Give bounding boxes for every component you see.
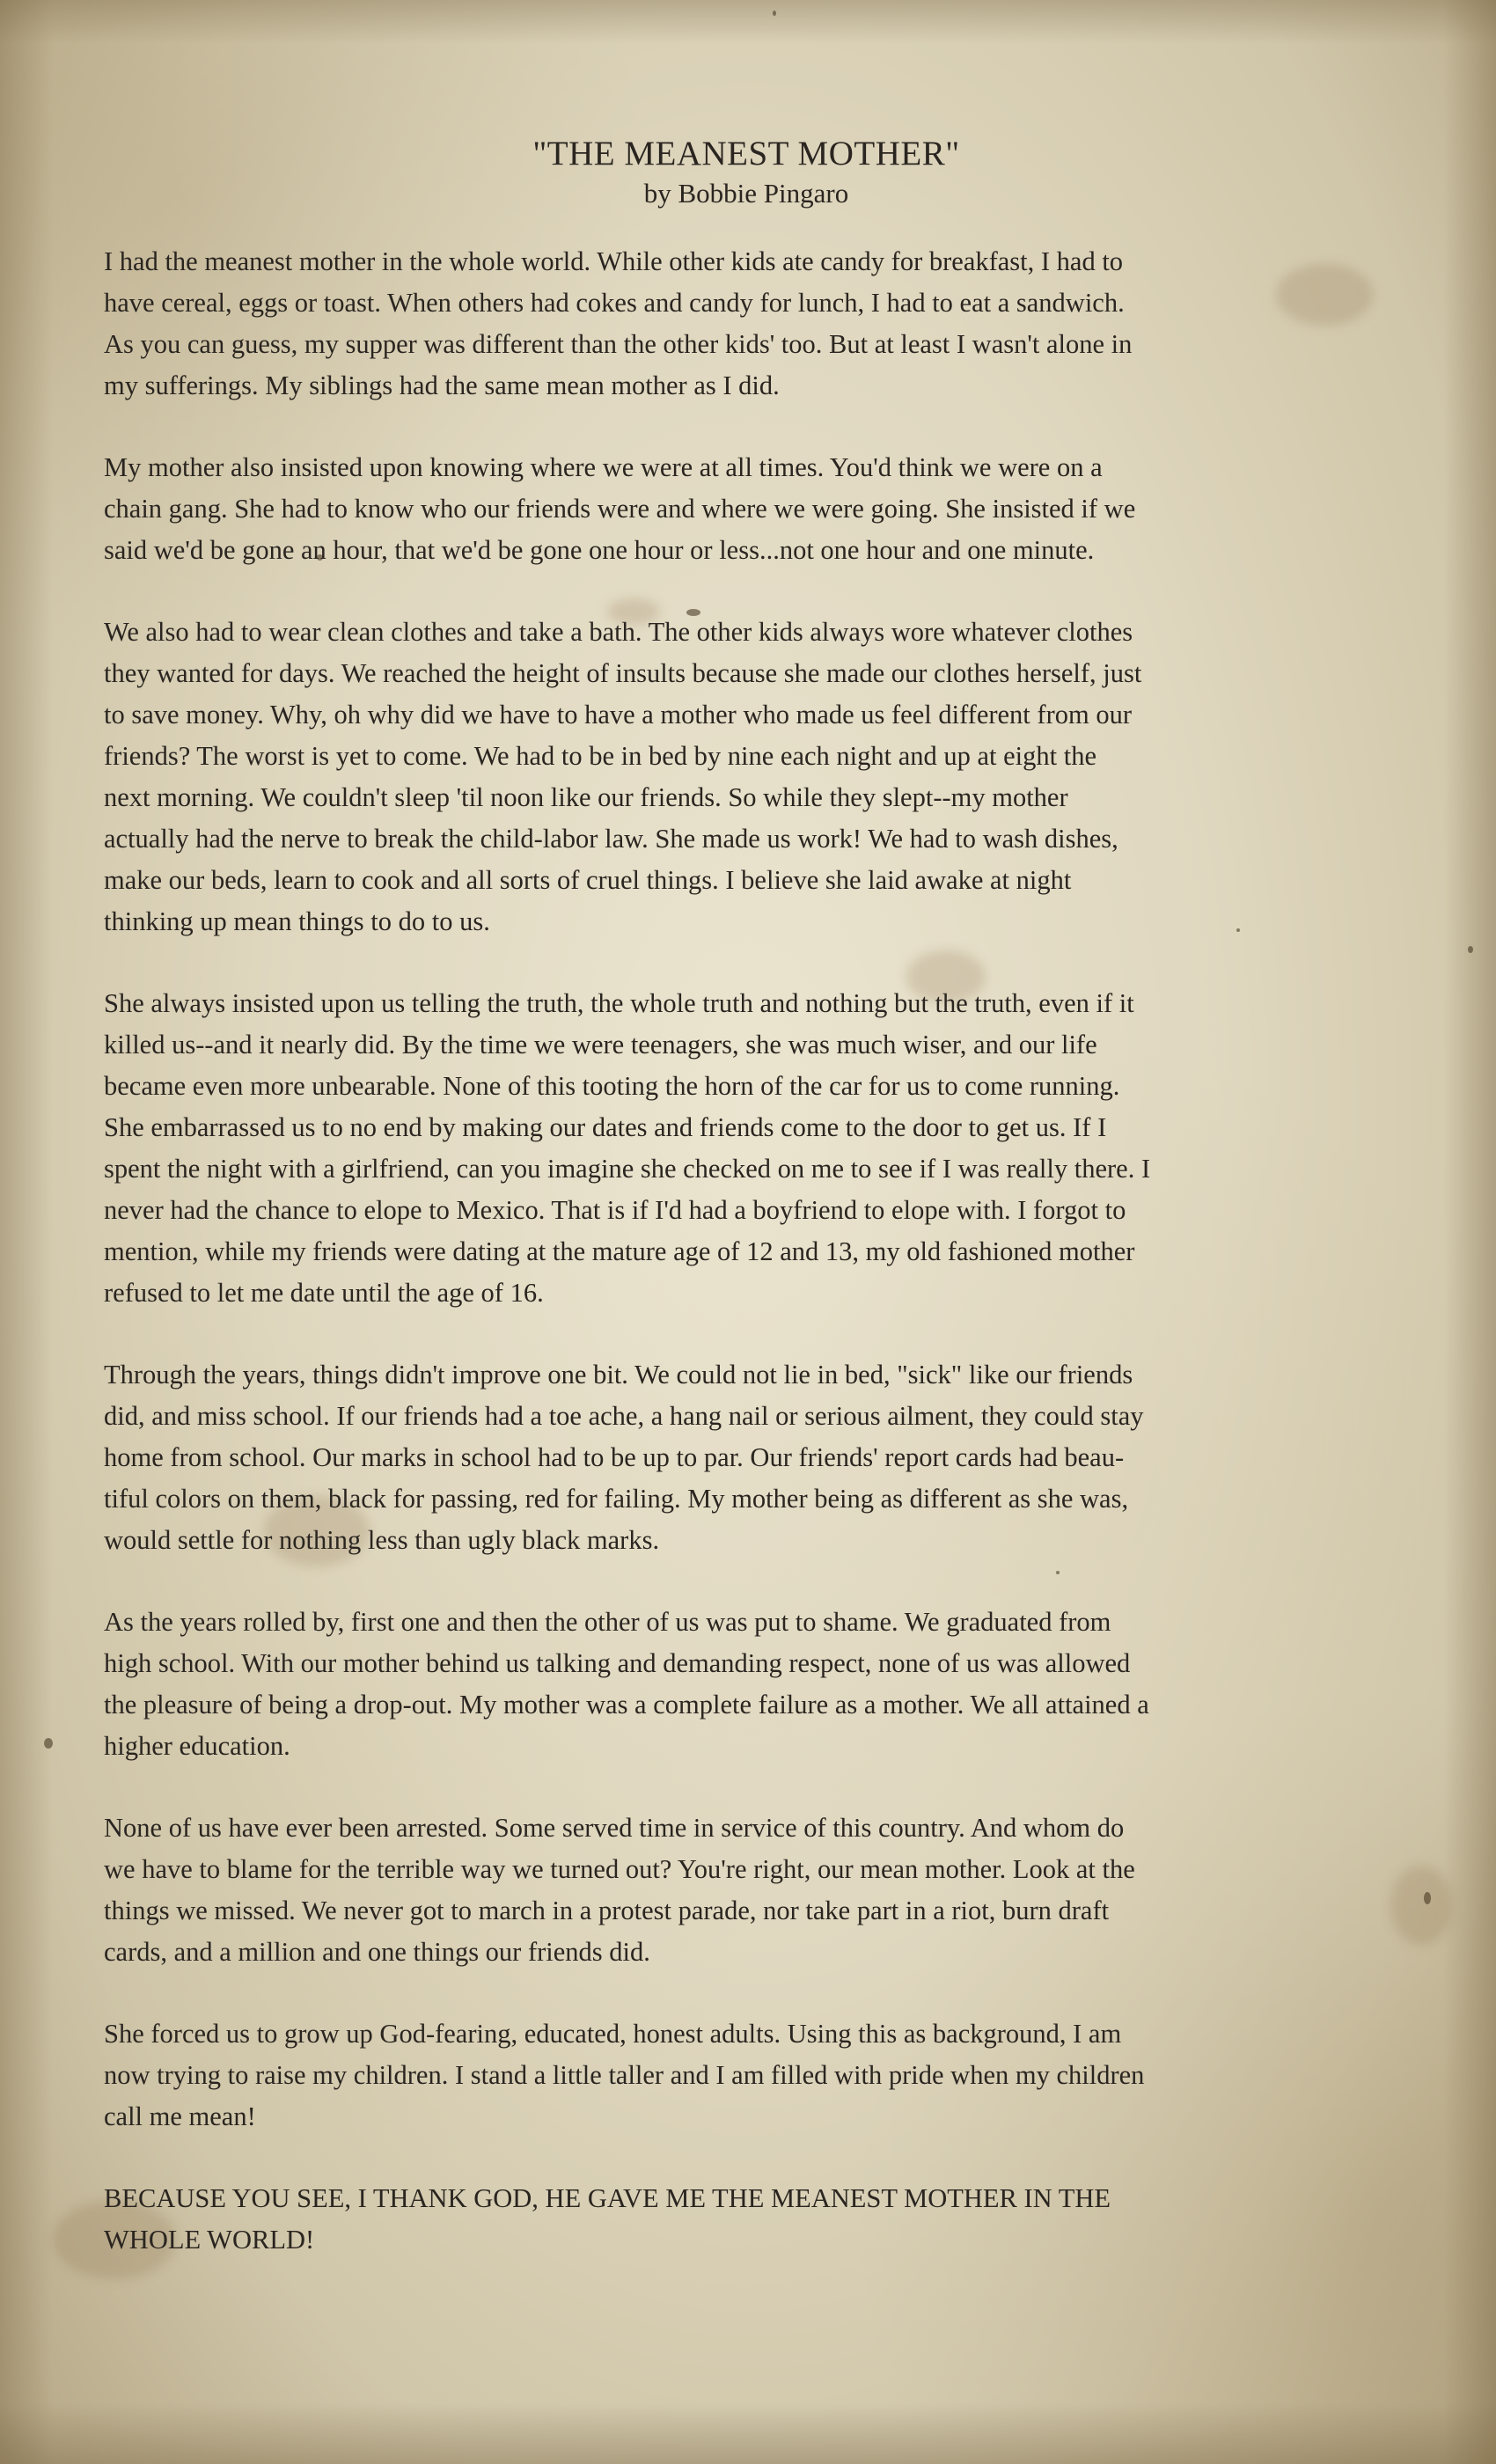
author-byline: by Bobbie Pingaro — [643, 178, 849, 209]
text-line: She forced us to grow up God-fearing, educated, honest adults. Using this as background, I am — [104, 2019, 1122, 2049]
text-line: high school. With our mother behind us talking and demanding respect, none of us was allowed — [104, 1648, 1131, 1678]
text-line: friends? The worst is yet to come. We had to be in bed by nine each night and up at eight the — [104, 741, 1097, 771]
text-line: the pleasure of being a drop-out. My mother was a complete failure as a mother. We all attained a — [104, 1690, 1149, 1720]
text-line: said we'd be gone an hour, that we'd be gone one hour or less...not one hour and one minute. — [104, 535, 1095, 565]
text-line: As you can guess, my supper was different than the other kids' too. But at least I wasn't alone in — [104, 329, 1133, 359]
text-line: to save money. Why, oh why did we have to have a mother who made us feel different from our — [104, 700, 1132, 730]
text-line: call me mean! — [104, 2101, 256, 2131]
text-line: I had the meanest mother in the whole world. While other kids ate candy for breakfast, I had to — [104, 246, 1124, 276]
text-line: She embarrassed us to no end by making our dates and friends come to the door to get us. If I — [104, 1112, 1107, 1142]
text-line: WHOLE WORLD! — [104, 2225, 315, 2255]
paragraph-8 — [104, 2013, 1389, 2138]
text-line: actually had the nerve to break the child-labor law. She made us work! We had to wash dishes, — [104, 824, 1118, 854]
text-line: None of us have ever been arrested. Some served time in service of this country. And whom do — [104, 1813, 1125, 1843]
text-line: thinking up mean things to do to us. — [104, 906, 490, 936]
paragraph-1 — [104, 241, 1389, 407]
text-line: chain gang. She had to know who our friends were and where we were going. She insisted if we — [104, 494, 1136, 524]
paper-fleck — [1468, 946, 1473, 953]
text-line: now trying to raise my children. I stand a little taller and I am filled with pride when my children — [104, 2060, 1145, 2090]
paragraph-6 — [104, 1602, 1389, 1767]
text-line: mention, while my friends were dating at the mature age of 12 and 13, my old fashioned mother — [104, 1236, 1135, 1266]
paper-edge-left — [0, 0, 53, 2464]
text-line: would settle for nothing less than ugly black marks. — [104, 1525, 660, 1555]
paragraph-4 — [104, 983, 1389, 1314]
text-line: have cereal, eggs or toast. When others had cokes and candy for lunch, I had to eat a sandwich. — [104, 288, 1125, 318]
text-line: home from school. Our marks in school had to be up to par. Our friends' report cards had beau- — [104, 1442, 1125, 1472]
paragraph-3 — [104, 612, 1389, 942]
paragraph-7 — [104, 1808, 1389, 1973]
text-line: did, and miss school. If our friends had a toe ache, a hang nail or serious ailment, they could stay — [104, 1401, 1144, 1431]
text-line: they wanted for days. We reached the height of insults because she made our clothes herself, just — [104, 658, 1142, 688]
text-line: We also had to wear clean clothes and take a bath. The other kids always wore whatever clothes — [104, 617, 1133, 647]
text-line: never had the chance to elope to Mexico. That is if I'd had a boyfriend to elope with. I forgot to — [104, 1195, 1126, 1225]
paper-stain — [1390, 1866, 1452, 1945]
text-line: make our beds, learn to cook and all sorts of cruel things. I believe she laid awake at night — [104, 865, 1072, 895]
paper-fleck — [773, 11, 776, 16]
paper-edge-bottom — [0, 2402, 1496, 2464]
text-line: next morning. We couldn't sleep 'til noon like our friends. So while they slept--my mother — [104, 782, 1068, 812]
paper-fleck — [44, 1738, 53, 1749]
poem-document — [104, 132, 1389, 2301]
page-title: "THE MEANEST MOTHER" — [532, 135, 960, 172]
text-line: BECAUSE YOU SEE, I THANK GOD, HE GAVE ME THE MEANEST MOTHER IN THE — [104, 2183, 1111, 2213]
closing-paragraph — [104, 2178, 1389, 2261]
text-line: Through the years, things didn't improve one bit. We could not lie in bed, "sick" like our friends — [104, 1360, 1133, 1390]
text-line: became even more unbearable. None of this tooting the horn of the car for us to come running. — [104, 1071, 1120, 1101]
text-line: spent the night with a girlfriend, can you imagine she checked on me to see if I was really there. I — [104, 1154, 1151, 1184]
text-line: higher education. — [104, 1731, 290, 1761]
text-line: killed us--and it nearly did. By the time we were teenagers, she was much wiser, and our life — [104, 1030, 1097, 1060]
text-line: we have to blame for the terrible way we turned out? You're right, our mean mother. Look at the — [104, 1854, 1135, 1884]
paper-edge-right — [1443, 0, 1496, 2464]
text-line: my sufferings. My siblings had the same mean mother as I did. — [104, 370, 780, 400]
text-line: She always insisted upon us telling the truth, the whole truth and nothing but the truth, even if it — [104, 988, 1134, 1018]
paper-fleck — [1424, 1892, 1431, 1904]
text-line: cards, and a million and one things our friends did. — [104, 1937, 650, 1967]
text-line: things we missed. We never got to march in a protest parade, nor take part in a riot, burn draft — [104, 1896, 1110, 1925]
paragraph-2 — [104, 447, 1389, 571]
text-line: tiful colors on them, black for passing, red for failing. My mother being as different as she was, — [104, 1484, 1129, 1514]
paper-edge-top — [0, 0, 1496, 44]
text-line: refused to let me date until the age of 16. — [104, 1278, 544, 1308]
text-line: My mother also insisted upon knowing where we were at all times. You'd think we were on a — [104, 452, 1103, 482]
text-line: As the years rolled by, first one and then the other of us was put to shame. We graduated from — [104, 1607, 1111, 1637]
paragraph-5 — [104, 1354, 1389, 1561]
